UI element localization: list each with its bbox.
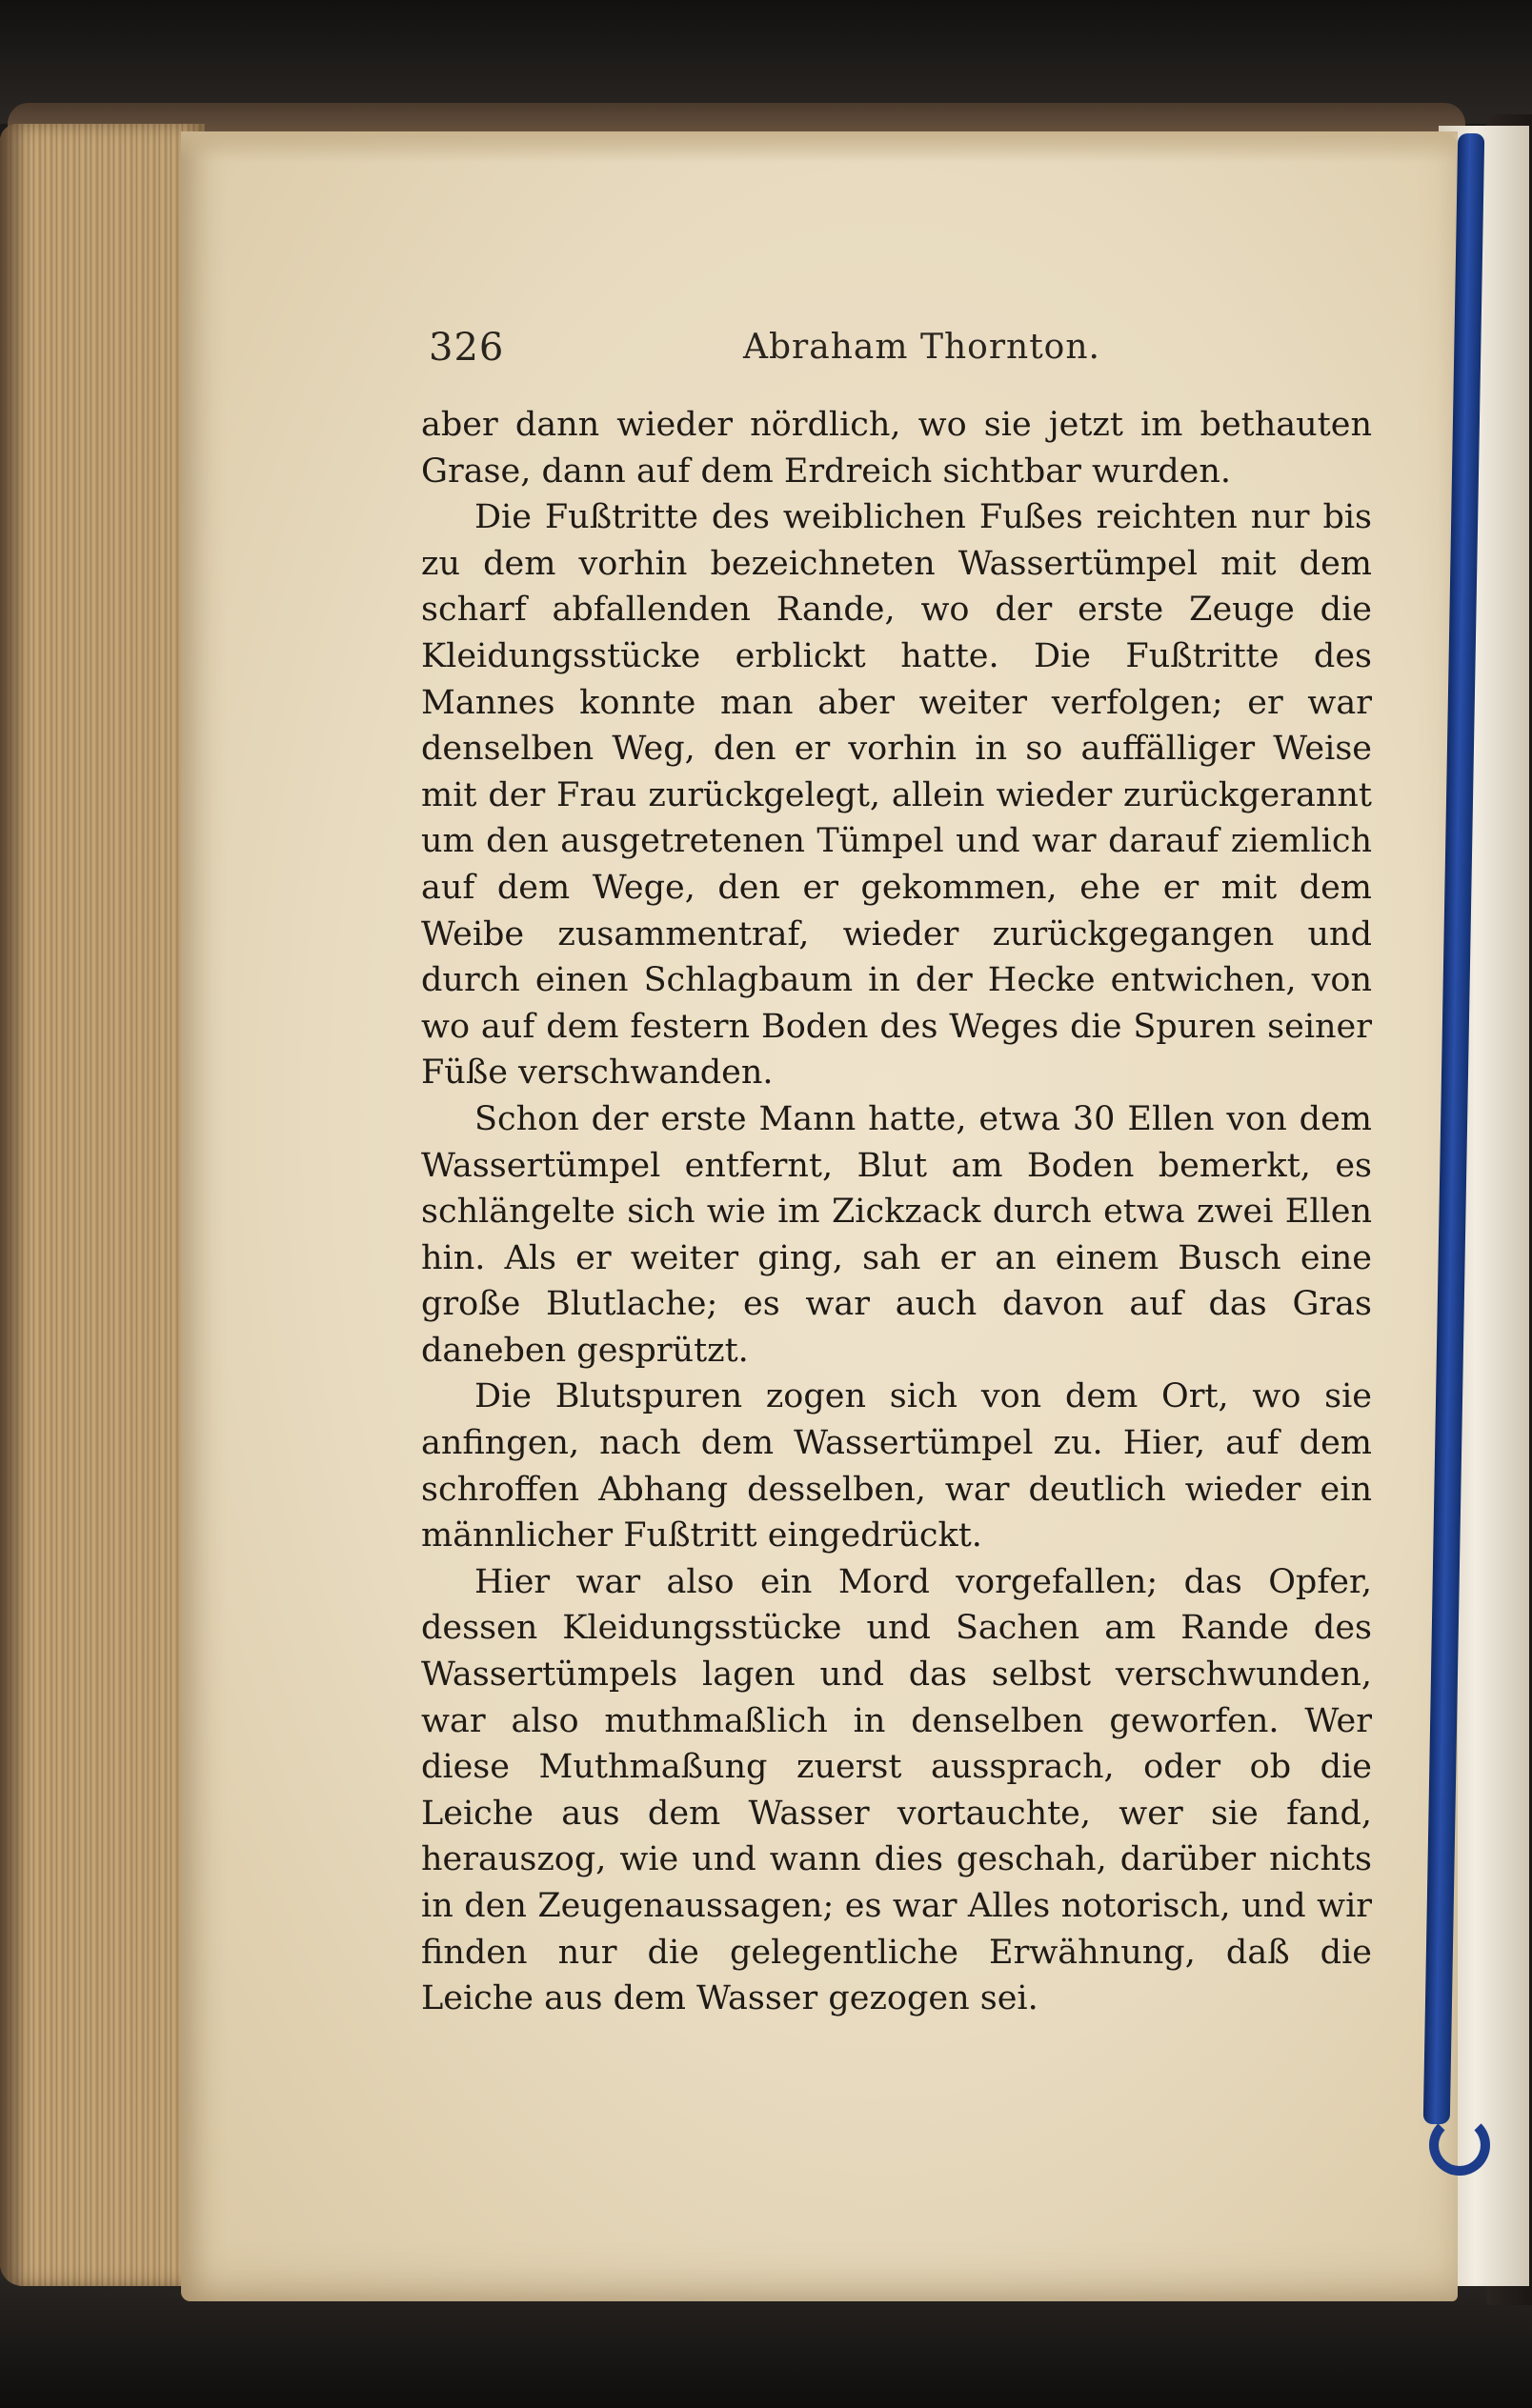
page-header — [429, 326, 1372, 383]
page-edges-shadow — [0, 124, 29, 2286]
page-number: 326 — [429, 326, 505, 370]
bookmark-ribbon-loop — [1429, 2115, 1490, 2176]
paragraph: Schon der erste Mann hatte, etwa 30 Ellen von dem Wassertümpel entfernt, Blut am Boden bemerkt, es schlängelte sich wie im Zickzack durch etwa zwei Ellen hin. Als er weiter ging, sah er an einem Busch eine große Blutlache; es war auch davon auf das Gras daneben gesprützt. — [421, 1099, 1372, 1370]
paragraph: Die Fußtritte des weiblichen Fußes reichten nur bis zu dem vorhin bezeichneten Wassertümpel mit dem scharf abfallenden Rande, wo der erste Zeuge die Kleidungsstücke erblickt hatte. Die Fußtritte des Mannes konnte man aber weiter verfolgen; er war denselben Weg, den er vorhin in so auffälliger Weise mit der Frau zurückgelegt, allein wieder zurückgerannt um den ausgetretenen Tümpel und war darauf ziemlich auf dem Wege, den er gekommen, ehe er mit dem Weibe zusammentraf, wieder zurückgegangen und durch einen Schlagbaum in der Hecke entwichen, von wo auf dem festern Boden des Weges die Spuren seiner Füße verschwanden. — [421, 498, 1372, 1093]
paragraph: aber dann wieder nördlich, wo sie jetzt im bethauten Grase, dann auf dem Erdreich sichtbar wurden. — [421, 406, 1372, 491]
body-text — [421, 402, 1372, 2022]
running-head: Abraham Thornton. — [743, 328, 1100, 367]
page-top-shading — [181, 131, 1458, 162]
paragraph: Hier war also ein Mord vorgefallen; das Opfer, dessen Kleidungsstücke und Sachen am Rande des Wassertümpels lagen und das selbst verschwunden, war also muthmaßlich in denselben geworfen. Wer diese Muthmaßung zuerst aussprach, oder ob die Leiche aus dem Wasser vortauchte, wer sie fand, herauszog, wie und wann dies geschah, darüber nichts in den Zeugenaussagen; es war Alles notorisch, und wir finden nur die gelegentliche Erwähnung, daß die Leiche aus dem Wasser gezogen sei. — [421, 1562, 1372, 2018]
paragraph: Die Blutspuren zogen sich von dem Ort, wo sie anfingen, nach dem Wassertümpel zu. Hier, auf dem schroffen Abhang desselben, war deutlich wieder ein männlicher Fußtritt eingedrückt. — [421, 1377, 1372, 1555]
page-edges-left — [0, 124, 205, 2286]
